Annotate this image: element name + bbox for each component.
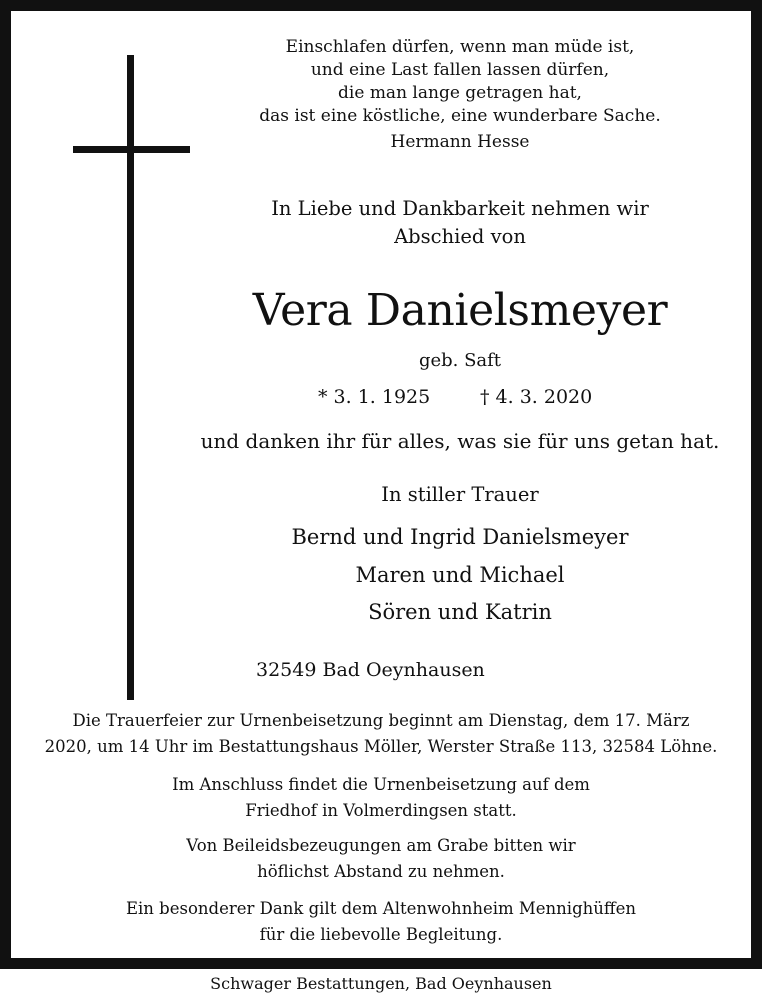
- thanks-line: und danken ihr für alles, was sie für uns getan hat.: [200, 429, 720, 453]
- deceased-name: Vera Danielsmeyer: [252, 285, 668, 336]
- mourner-3: Sören und Katrin: [368, 600, 552, 624]
- cross-icon-crossbar: [73, 146, 190, 153]
- death-date: † 4. 3. 2020: [480, 386, 593, 408]
- funeral-home-footer: Schwager Bestattungen, Bad Oeynhausen: [210, 974, 552, 993]
- birth-name: geb. Saft: [418, 350, 502, 371]
- poem-line-3: die man lange getragen hat,: [338, 83, 582, 103]
- mourner-1: Bernd und Ingrid Danielsmeyer: [291, 525, 629, 549]
- poem-line-4: das ist eine köstliche, eine wunderbare Sache.: [259, 106, 661, 126]
- intro-line-1: In Liebe und Dankbarkeit nehmen wir: [271, 197, 649, 220]
- poem-line-1: Einschlafen dürfen, wenn man müde ist,: [285, 37, 635, 57]
- thanks-home-line-1: Ein besonderer Dank gilt dem Altenwohnheim Mennighüffen: [125, 899, 636, 918]
- poem-author: Hermann Hesse: [390, 132, 530, 152]
- burial-line-1: Im Anschluss findet die Urnenbeisetzung auf dem: [172, 775, 590, 794]
- ceremony-line-1: Die Trauerfeier zur Urnenbeisetzung beginnt am Dienstag, dem 17. März: [72, 711, 690, 730]
- mourner-2: Maren und Michael: [355, 563, 565, 587]
- condolence-line-1: Von Beileidsbezeugungen am Grabe bitten wir: [186, 836, 576, 855]
- mourner-city: 32549 Bad Oeynhausen: [256, 659, 485, 681]
- ceremony-line-2: 2020, um 14 Uhr im Bestattungshaus Möller, Werster Straße 113, 32584 Löhne.: [44, 737, 718, 756]
- mourning-heading: In stiller Trauer: [381, 483, 539, 506]
- intro-line-2: Abschied von: [394, 225, 526, 248]
- birth-date: * 3. 1. 1925: [318, 386, 431, 408]
- poem-line-2: und eine Last fallen lassen dürfen,: [310, 60, 610, 80]
- thanks-home-line-2: für die liebevolle Begleitung.: [259, 925, 503, 944]
- condolence-line-2: höflichst Abstand zu nehmen.: [257, 862, 505, 881]
- burial-line-2: Friedhof in Volmerdingsen statt.: [245, 801, 517, 820]
